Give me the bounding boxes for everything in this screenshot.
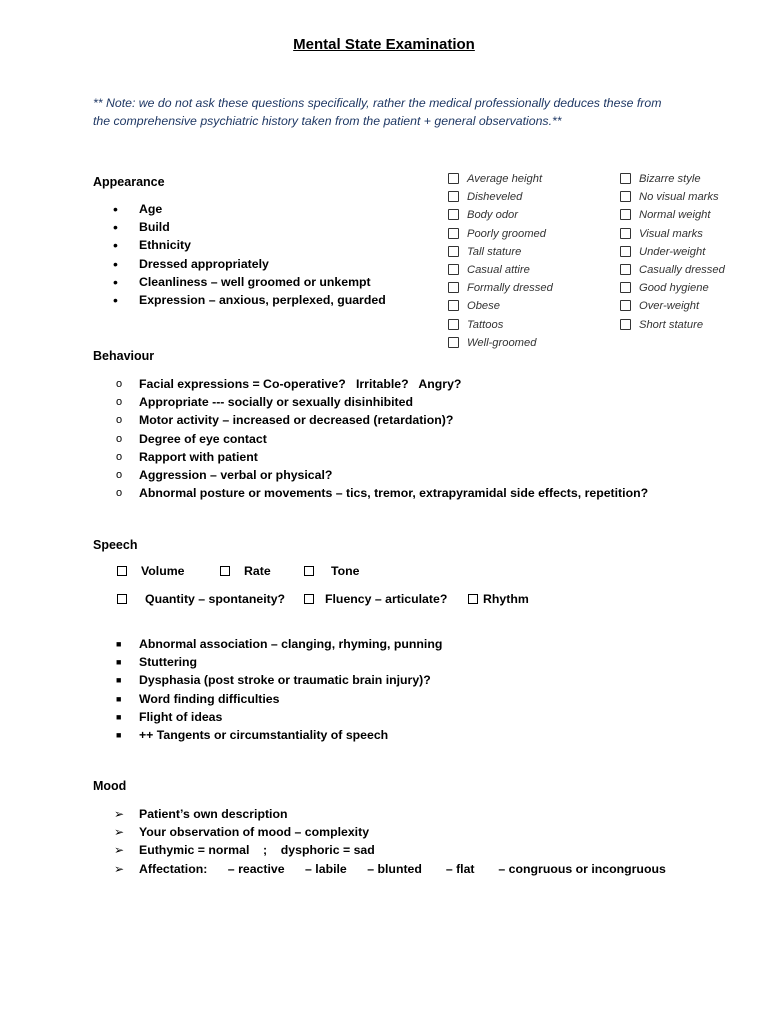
arrow-bullet-icon: ➢ bbox=[114, 861, 125, 876]
checkbox-icon[interactable] bbox=[117, 566, 127, 576]
list-item: o Rapport with patient bbox=[0, 448, 648, 466]
speech-option-tone: Tone bbox=[331, 564, 360, 578]
behaviour-list bbox=[0, 375, 648, 502]
list-item: ■ Stuttering bbox=[0, 653, 442, 671]
mood-heading: Mood bbox=[93, 779, 127, 793]
checkbox-icon[interactable] bbox=[620, 300, 631, 311]
list-item: o Abnormal posture or movements – tics, tremor, extrapyramidal side effects, repetition? bbox=[0, 484, 648, 502]
checkbox-icon[interactable] bbox=[620, 319, 631, 330]
list-item: ➢ Patient’s own description bbox=[0, 805, 666, 823]
checkbox-icon[interactable] bbox=[448, 246, 459, 257]
circle-bullet-icon: o bbox=[116, 432, 123, 445]
arrow-bullet-icon: ➢ bbox=[114, 843, 125, 858]
checkbox-icon[interactable] bbox=[468, 594, 478, 604]
checkbox-icon[interactable] bbox=[620, 282, 631, 293]
list-item: o Appropriate --- socially or sexually disinhibited bbox=[0, 393, 648, 411]
circle-bullet-icon: o bbox=[116, 378, 123, 390]
circle-bullet-icon: o bbox=[116, 450, 123, 463]
bullet-icon: • bbox=[113, 201, 118, 217]
list-item: ➢ Euthymic = normal ; dysphoric = sad bbox=[0, 841, 666, 859]
page-title: Mental State Examination bbox=[293, 36, 475, 53]
checkbox-icon[interactable] bbox=[448, 191, 459, 202]
arrow-bullet-icon: ➢ bbox=[114, 825, 125, 840]
square-bullet-icon: ■ bbox=[116, 657, 122, 668]
list-item: ➢ Your observation of mood – complexity bbox=[0, 823, 666, 841]
bullet-icon: • bbox=[113, 291, 118, 308]
list-item: • Expression – anxious, perplexed, guarded bbox=[113, 291, 386, 308]
speech-heading: Speech bbox=[93, 538, 138, 552]
note-paragraph bbox=[93, 94, 713, 130]
list-item: • Cleanliness – well groomed or unkempt bbox=[113, 273, 371, 290]
list-item: ■ Abnormal association – clanging, rhyming, punning bbox=[0, 635, 442, 653]
circle-bullet-icon: o bbox=[116, 396, 123, 409]
checkbox-icon[interactable] bbox=[448, 228, 459, 239]
bullet-icon: • bbox=[113, 219, 118, 236]
list-item: o Motor activity – increased or decreased (retardation)? bbox=[0, 411, 648, 429]
speech-option-fluency: Fluency – articulate? bbox=[325, 592, 448, 606]
checkbox-icon[interactable] bbox=[448, 300, 459, 311]
checkbox-icon[interactable] bbox=[448, 337, 459, 348]
circle-bullet-icon: o bbox=[116, 468, 123, 481]
speech-option-volume: Volume bbox=[141, 564, 185, 578]
list-item: ■ Word finding difficulties bbox=[0, 690, 442, 708]
list-item: • Age bbox=[113, 201, 163, 217]
list-item: ■ Flight of ideas bbox=[0, 708, 442, 726]
speech-list bbox=[0, 635, 442, 744]
checkbox-icon[interactable] bbox=[620, 246, 631, 257]
list-item: • Build bbox=[113, 219, 170, 236]
square-bullet-icon: ■ bbox=[116, 729, 122, 740]
checkbox-icon[interactable] bbox=[448, 264, 459, 275]
square-bullet-icon: ■ bbox=[116, 675, 122, 686]
checkbox-icon[interactable] bbox=[304, 594, 314, 604]
speech-option-rate: Rate bbox=[244, 564, 271, 578]
behaviour-heading: Behaviour bbox=[93, 349, 155, 363]
checkbox-icon[interactable] bbox=[304, 566, 314, 576]
list-item: o Degree of eye contact bbox=[0, 430, 648, 448]
bullet-icon: • bbox=[113, 273, 118, 290]
checkbox-icon[interactable] bbox=[620, 264, 631, 275]
list-item: • Ethnicity bbox=[113, 237, 191, 254]
circle-bullet-icon: o bbox=[116, 487, 123, 500]
list-item: ➢ Affectation: – reactive – labile – blunted – flat – congruous or incongruous bbox=[0, 860, 666, 878]
circle-bullet-icon: o bbox=[116, 414, 123, 427]
mood-list bbox=[0, 805, 666, 878]
bullet-icon: • bbox=[113, 237, 118, 254]
note-line-1: ** Note: we do not ask these questions specifically, rather the medical professionally deduces these from bbox=[93, 96, 662, 110]
square-bullet-icon: ■ bbox=[116, 693, 122, 704]
square-bullet-icon: ■ bbox=[116, 639, 122, 649]
checkbox-icon[interactable] bbox=[620, 191, 631, 202]
checkbox-icon[interactable] bbox=[620, 173, 631, 184]
bullet-icon: • bbox=[113, 255, 118, 272]
appearance-list bbox=[0, 200, 386, 309]
note-line-2: the comprehensive psychiatric history taken from the patient + general observations.** bbox=[93, 114, 562, 128]
checkbox-icon[interactable] bbox=[448, 173, 459, 184]
appearance-heading: Appearance bbox=[93, 175, 165, 189]
document-page: Mental State Examination ** Note: we do not ask these questions specifically, rather the medical professionally deduces these from the comprehensive psychiatric history taken from the patient + general observations.** Appearance • Age • Build • Ethnicity • Dressed appropriately • Cleanliness – well groomed or unkempt • Expression – anxious, perplexed, guarded Average height Disheveled Body odor Poorly groomed Tall stature Casual attire Formally dressed Obese Tattoos Well-groomed Bizarre style No visual marks Normal weight Visual marks Under-weight Casually dressed Good hygiene Over-weight Short stature Behaviour o Facial expressions = Co-operative? Irritable? Angry? o Appropriate --- socially or sexually disinhibited o Motor activity – increased or decreased (retardation)? o Degree of eye contact o Rapport with patient o Aggression – verbal or physical? o Abnormal posture or movements – tics, tremor, extrapyramidal side effects, repetition? Speech Volume Rate Tone Quantity – spontaneity? Fluency – articulate? Rhythm ■ Abnormal association – clanging, rhyming, punning ■ Stuttering ■ Dysphasia (post stroke or traumatic brain injury)? ■ Word finding difficulties ■ Flight of ideas ■ ++ Tangents or circumstantiality of speech Mood ➢ Patient’s own description ➢ Your observation of mood – complexity ➢ Euthymic = normal ; dysphoric = sad ➢ Affectation: – reactive – labile – blunted – flat – congruous or incongruous bbox=[0, 0, 768, 1024]
speech-option-quantity: Quantity – spontaneity? bbox=[145, 592, 286, 606]
checkbox-icon[interactable] bbox=[220, 566, 230, 576]
list-item: o Aggression – verbal or physical? bbox=[0, 466, 648, 484]
list-item: • Dressed appropriately bbox=[113, 255, 269, 272]
checkbox-icon[interactable] bbox=[448, 209, 459, 220]
checkbox-icon[interactable] bbox=[117, 594, 127, 604]
list-item: o Facial expressions = Co-operative? Irritable? Angry? bbox=[0, 375, 648, 393]
square-bullet-icon: ■ bbox=[116, 711, 122, 722]
list-item: ■ Dysphasia (post stroke or traumatic brain injury)? bbox=[0, 671, 442, 689]
checkbox-icon[interactable] bbox=[620, 228, 631, 239]
speech-option-rhythm: Rhythm bbox=[483, 592, 529, 606]
checkbox-icon[interactable] bbox=[620, 209, 631, 220]
checkbox-icon[interactable] bbox=[448, 282, 459, 293]
list-item: ■ ++ Tangents or circumstantiality of speech bbox=[0, 726, 442, 744]
arrow-bullet-icon: ➢ bbox=[114, 807, 125, 821]
checkbox-icon[interactable] bbox=[448, 319, 459, 330]
